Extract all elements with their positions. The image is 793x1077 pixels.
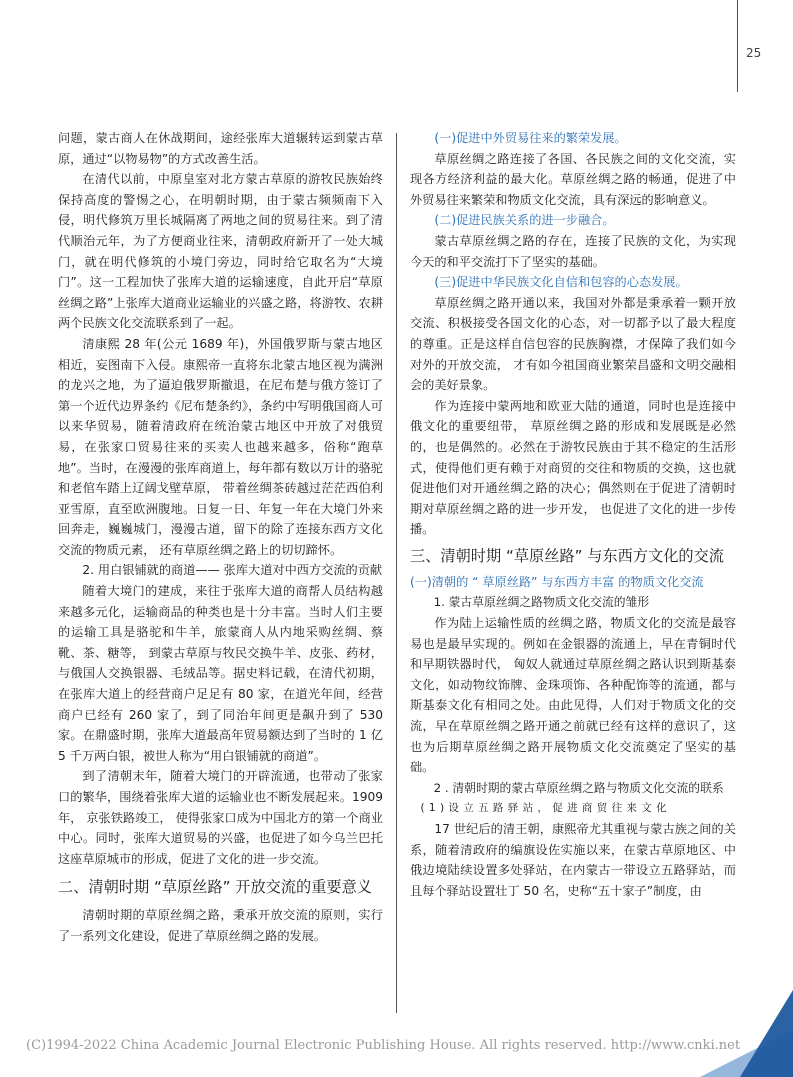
subsection-heading: (一)清朝的 “ 草原丝路” 与东西方丰富 的物质文化交流 xyxy=(410,574,704,589)
paragraph: 作为陆上运输性质的丝绸之路，物质文化的交流是最容易也是最早实现的。例如在金银器的流通上，早在青铜时代和早期铁器时代， 匈奴人就通过草原丝绸之路认识到斯基泰文化，如动物纹饰牌、金珠项饰、各种配饰等的流通，都与斯基泰文化有相同之处。由此见得，人们对于物质文化的交流，早在草原丝绸之路开通之前就已经有这样的意识了，这也为后期草原丝绸之路开展物质文化交流奠定了坚实的基础。 xyxy=(410,616,736,775)
left-column xyxy=(58,128,383,947)
column-divider xyxy=(396,133,397,1013)
paragraph: 问题，蒙古商人在休战期间，途经张库大道辗转运到蒙古草原，通过“以物易物”的方式改善生活。 xyxy=(58,131,383,166)
paragraph: 清朝时期的草原丝绸之路，秉承开放交流的原则，实行了一系列文化建设，促进了草原丝绸之路的发展。 xyxy=(58,908,383,943)
header-rule xyxy=(737,0,738,92)
right-column xyxy=(410,128,736,901)
paragraph: 随着大境门的建成，来往于张库大道的商帮人员结构越来越多元化，运输商品的种类也是十分丰富。当时人们主要的运输工具是骆驼和牛羊，旅蒙商人从内地采购丝绸、蔡靴、茶、糖等， 到蒙古草原与牧民交换牛羊、皮张、药材，与俄国人交换银器、毛绒品等。据史料记载，在清代初期，在张库大道上的经营商户足足有 80 家，在道光年间，经营商户已经有 260 家了，到了同治年间更是飙升到了 530 家。在鼎盛时期，张库大道最高年贸易额达到了当时的 1 亿 5 千万两白银，被世人称为“用白银铺就的商道”。 xyxy=(58,584,383,763)
numbered-heading: 1. 蒙古草原丝绸之路物质文化交流的雏形 xyxy=(433,595,650,610)
subsection-heading: 2. 用白银铺就的商道—— 张库大道对中西方交流的贡献 xyxy=(82,563,383,578)
section-heading: 二、清朝时期 “草原丝路” 开放交流的重要意义 xyxy=(58,878,372,897)
paragraph: 17 世纪后的清王朝，康熙帝尤其重视与蒙古族之间的关系，随着清政府的编旗设佐实施以来，在蒙古草原地区、中俄边境陆续设置多处驿站，在内蒙古一带设立五路驿站，而且每个驿站设置壮丁 50 名，史称“五十家子”制度，由 xyxy=(410,822,736,898)
copyright-footer: (C)1994-2022 China Academic Journal Electronic Publishing House. All rights reserved. http://www.cnki.net xyxy=(26,1038,741,1053)
subsection-heading: (二)促进民族关系的进一步融合。 xyxy=(434,213,615,228)
paragraph: 草原丝绸之路开通以来，我国对外都是秉承着一颗开放交流、积极接受各国文化的心态，对一切都予以了最大程度的尊重。正是这样自信包容的民族胸襟，才保障了我们如今对外的开放交流， 才有如今祖国商业繁荣昌盛和文明交融相会的美好景象。 xyxy=(410,295,736,393)
paragraph: 作为连接中蒙两地和欧亚大陆的通道，同时也是连接中俄文化的重要纽带， 草原丝绸之路的形成和发展既是必然的，也是偶然的。必然在于游牧民族由于其不稳定的生活形式，使得他们更有赖于对商贸的交往和物质的交换，这也就促进他们对开通丝绸之路的决心；偶然则在于促进了清朝时期对草原丝绸之路的进一步开发， 也促进了文化的进一步传播。 xyxy=(410,398,736,537)
section-heading: 三、清朝时期 “草原丝路” 与东西方文化的交流 xyxy=(410,546,724,565)
paragraph: 到了清朝末年，随着大境门的开辟流通，也带动了张家口的繁华，围绕着张库大道的运输业也不断发展起来。1909 年， 京张铁路竣工， 使得张家口成为中国北方的第一个商业中心。同时，张库大道贸易的兴盛，也促进了如今乌兰巴托这座草原城市的形成，促进了文化的进一步交流。 xyxy=(58,769,383,866)
page-number: 25 xyxy=(746,46,762,60)
paragraph: 蒙古草原丝绸之路的存在，连接了民族的文化，为实现今天的和平交流打下了坚实的基础。 xyxy=(410,233,736,269)
paragraph: 清康熙 28 年(公元 1689 年)，外国俄罗斯与蒙古地区相近，妄图南下入侵。康熙帝一直将东北蒙古地区视为满洲的龙兴之地，为了逼迫俄罗斯撤退，在尼布楚与俄方签订了第一个近代边界条约《尼布楚条约》，条约中写明俄国商人可以来华贸易，随着清政府在统治蒙古地区中开放了对俄贸易，在张家口贸易往来的买卖人也越来越多，俗称“跑草地”。当时，在漫漫的张库商道上，每年都有数以万计的骆驼和老倌车踏上辽阔戈壁草原， 带着丝绸茶砖越过茫茫西伯利亚雪原，直至欧洲腹地。日复一日、年复一年在大境门外来回奔走，巍巍城门，漫漫古道，留下的除了连接东西方文化交流的物质元素， 还有草原丝绸之路上的切切蹄怀。 xyxy=(58,336,383,557)
subsection-heading: (三)促进中华民族文化自信和包容的心态发展。 xyxy=(434,275,688,290)
minor-heading: ( 1 ) 设 立 五 路 驿 站 ， 促 进 商 贸 往 来 文 化 xyxy=(420,802,668,815)
paragraph: 在清代以前，中原皇室对北方蒙古草原的游牧民族始终保持高度的警惕之心，在明朝时期，由于蒙古频频南下入侵，明代修筑万里长城隔离了两地之间的贸易往来。到了清代顺治元年，为了方便商业往来，清朝政府新开了一处大城门，就在明代修筑的小境门旁边，同时给它取名为“大境门”。这一工程加快了张库大道的运输速度，自此开启“草原丝绸之路”上张库大道商业运输业的兴盛之路，将游牧、农耕两个民族文化交流联系到了一起。 xyxy=(58,172,383,331)
paragraph: 草原丝绸之路连接了各国、各民族之间的文化交流，实现各方经济利益的最大化。草原丝绸之路的畅通，促进了中外贸易往来繁荣和物质文化交流，具有深远的影响意义。 xyxy=(410,151,736,207)
numbered-heading: 2 . 清朝时期的蒙古草原丝绸之路与物质文化交流的联系 xyxy=(433,780,724,795)
subsection-heading: (一)促进中外贸易往来的繁荣发展。 xyxy=(434,131,627,145)
